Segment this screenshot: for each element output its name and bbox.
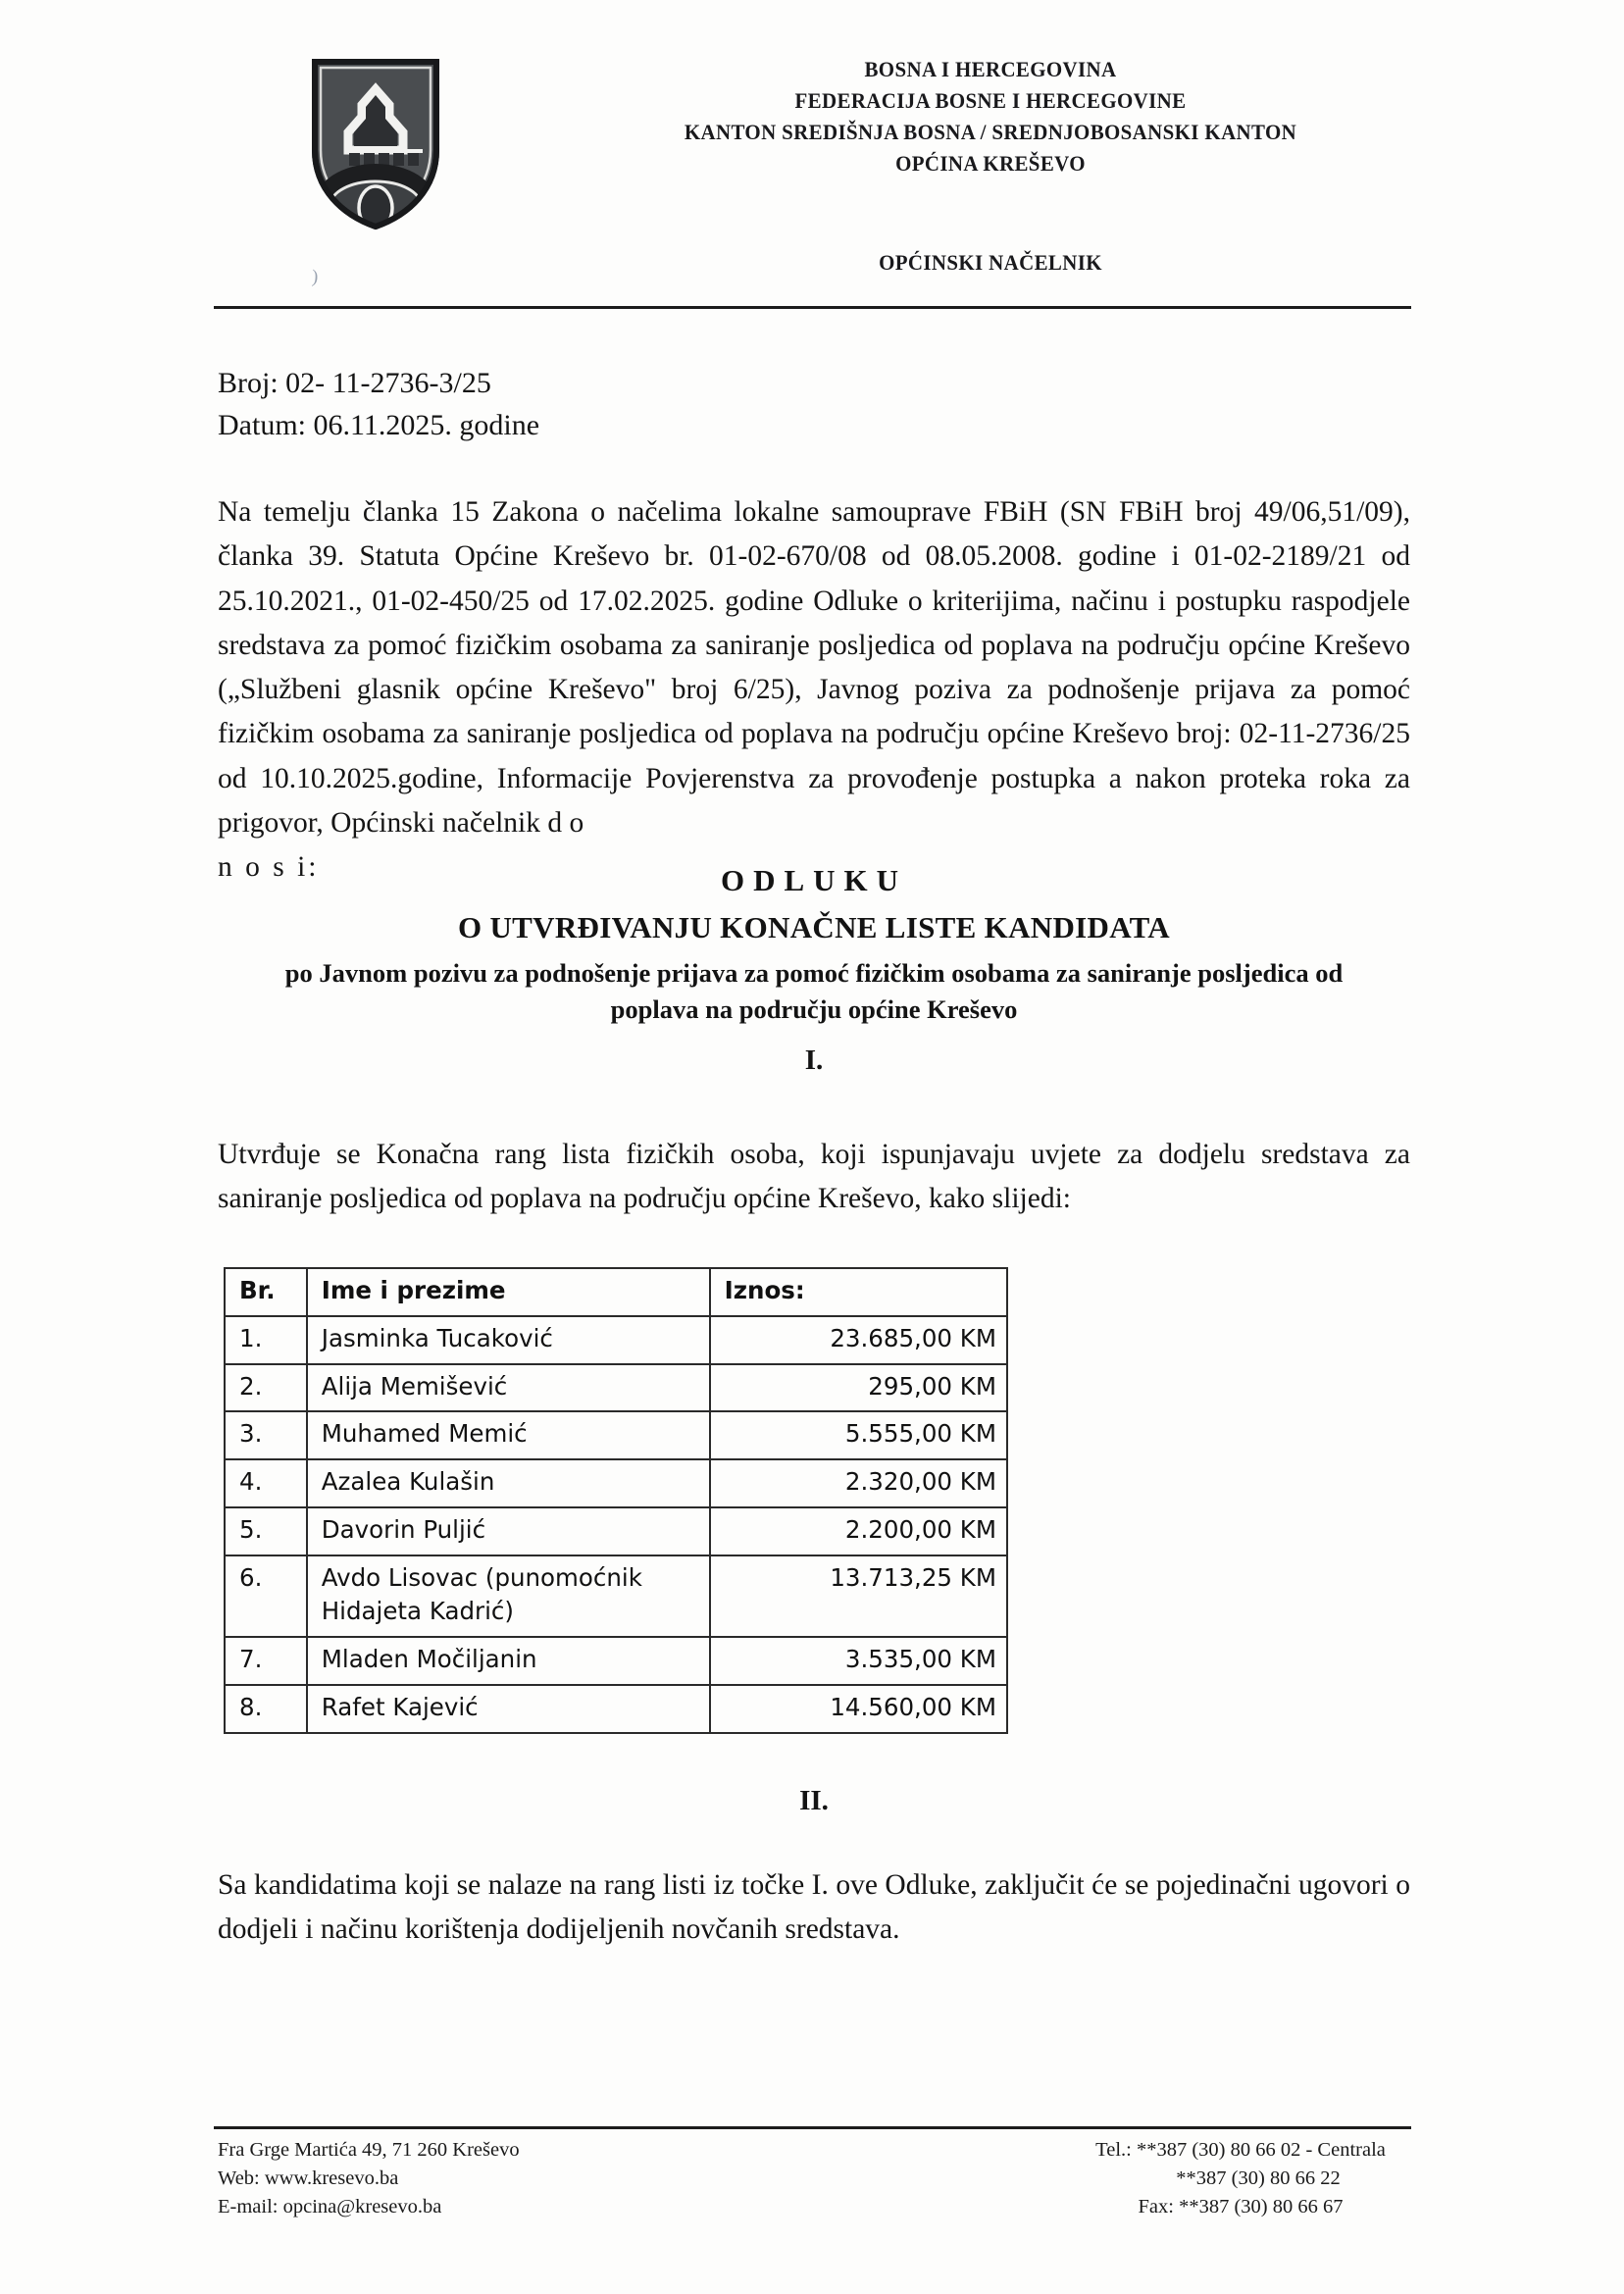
document-number: Broj: 02- 11-2736-3/25	[218, 367, 491, 399]
row-amount: 13.713,25 KM	[710, 1555, 1007, 1638]
row-name: Mladen Močiljanin	[307, 1637, 710, 1685]
table-row	[225, 1364, 1007, 1412]
row-number: 7.	[225, 1637, 307, 1685]
coat-of-arms-icon	[307, 56, 444, 230]
row-amount: 295,00 KM	[710, 1364, 1007, 1412]
header-authority-lines	[549, 54, 1432, 179]
row-name: Davorin Puljić	[307, 1507, 710, 1555]
header-divider	[214, 306, 1411, 309]
section-one-paragraph: Utvrđuje se Konačna rang lista fizičkih osoba, koji ispunjavaju uvjete za dodjelu sredstava za saniranje posljedica od poplava na području općine Kreševo, kako slijedi:	[218, 1139, 1410, 1215]
row-name: Muhamed Memić	[307, 1411, 710, 1459]
document-date: Datum: 06.11.2025. godine	[218, 408, 540, 441]
row-name: Azalea Kulašin	[307, 1459, 710, 1507]
row-amount: 5.555,00 KM	[710, 1411, 1007, 1459]
legal-basis-paragraph	[218, 490, 1410, 891]
document-reference	[218, 363, 539, 446]
header-line-canton: KANTON SREDIŠNJA BOSNA / SREDNJOBOSANSKI KANTON	[684, 119, 1297, 144]
table-row	[225, 1316, 1007, 1364]
row-number: 3.	[225, 1411, 307, 1459]
footer-contact-left	[218, 2136, 520, 2221]
table-header-row	[225, 1268, 1007, 1316]
footer-web: Web: www.kresevo.ba	[218, 2167, 399, 2190]
footer-tel-secondary: **387 (30) 80 66 22	[1176, 2167, 1341, 2190]
footer-divider	[214, 2126, 1411, 2129]
row-name: Avdo Lisovac (punomoćnik Hidajeta Kadrić)	[307, 1555, 710, 1638]
legal-basis-decides: n o s i:	[218, 851, 320, 884]
header-line-federation: FEDERACIJA BOSNE I HERCEGOVINE	[794, 87, 1187, 113]
table-row	[225, 1507, 1007, 1555]
header-line-country: BOSNA I HERCEGOVINA	[864, 57, 1117, 81]
header-office-title: OPĆINSKI NAČELNIK	[879, 250, 1102, 275]
table-row	[225, 1555, 1007, 1638]
row-number: 4.	[225, 1459, 307, 1507]
table-row	[225, 1459, 1007, 1507]
footer-address: Fra Grge Martića 49, 71 260 Kreševo	[218, 2139, 520, 2161]
legal-basis-text: Na temelju članka 15 Zakona o načelima lokalne samouprave FBiH (SN FBiH broj 49/06,51/09), članka 39. Statuta Općine Kreševo br. 01-02-670/08 od 08.05.2008. godine i 01-02-2189/21 od 25.10.2021., 01-02-450/25 od 17.02.2025. godine Odluke o kriterijima, načinu i postupku raspodjele sredstava za pomoć fizičkim osobama za saniranje posljedica od poplava na području općine Kreševo („Službeni glasnik općine Kreševo" broj 6/25), Javnog poziva za podnošenje prijava za pomoć fizičkim osobama za saniranje posljedica od poplava na području općine Kreševo broj: 02-11-2736/25 od 10.10.2025.godine, Informacije Povjerenstva za provođenje postupka a nakon proteka roka za prigovor, Općinski načelnik d o	[218, 496, 1410, 839]
decision-title: ODLUKU	[720, 863, 908, 897]
row-number: 1.	[225, 1316, 307, 1364]
header-line-municipality: OPĆINA KREŠEVO	[895, 150, 1086, 176]
row-amount: 14.560,00 KM	[710, 1685, 1007, 1733]
row-name: Alija Memišević	[307, 1364, 710, 1412]
row-name: Rafet Kajević	[307, 1685, 710, 1733]
row-number: 5.	[225, 1507, 307, 1555]
footer-email: E-mail: opcina@kresevo.ba	[218, 2196, 442, 2218]
table-header-br: Br.	[225, 1268, 307, 1316]
stray-pen-mark: )	[311, 266, 320, 288]
row-name: Jasminka Tucaković	[307, 1316, 710, 1364]
row-amount: 2.320,00 KM	[710, 1459, 1007, 1507]
decision-title-block	[218, 863, 1410, 1027]
row-amount: 23.685,00 KM	[710, 1316, 1007, 1364]
table-row	[225, 1637, 1007, 1685]
footer-contact-right	[1069, 2136, 1412, 2221]
decision-description: po Javnom pozivu za podnošenje prijava za pomoć fizičkim osobama za saniranje posljedica od poplava na području općine Kreševo	[284, 958, 1344, 1024]
row-amount: 3.535,00 KM	[710, 1637, 1007, 1685]
table-row	[225, 1685, 1007, 1733]
footer-tel-primary: Tel.: **387 (30) 80 66 02 - Centrala	[1095, 2139, 1386, 2161]
document-header	[0, 54, 1624, 226]
section-two-paragraph: Sa kandidatima koji se nalaze na rang listi iz točke I. ove Odluke, zaključit će se pojedinačni ugovori o dodjeli i načinu korištenja dodijeljenih novčanih sredstava.	[218, 1869, 1410, 1946]
table-header-amount: Iznos:	[710, 1268, 1007, 1316]
row-amount: 2.200,00 KM	[710, 1507, 1007, 1555]
candidates-table-wrapper	[224, 1267, 1008, 1734]
candidates-table	[224, 1267, 1008, 1734]
section-two-number: II.	[799, 1785, 829, 1816]
section-one-number: I.	[804, 1045, 824, 1076]
decision-subtitle: O UTVRĐIVANJU KONAČNE LISTE KANDIDATA	[458, 910, 1170, 944]
table-row	[225, 1411, 1007, 1459]
row-number: 2.	[225, 1364, 307, 1412]
table-header-name: Ime i prezime	[307, 1268, 710, 1316]
footer-fax: Fax: **387 (30) 80 66 67	[1138, 2196, 1344, 2218]
candidates-table-body	[225, 1316, 1007, 1733]
row-number: 8.	[225, 1685, 307, 1733]
row-number: 6.	[225, 1555, 307, 1638]
